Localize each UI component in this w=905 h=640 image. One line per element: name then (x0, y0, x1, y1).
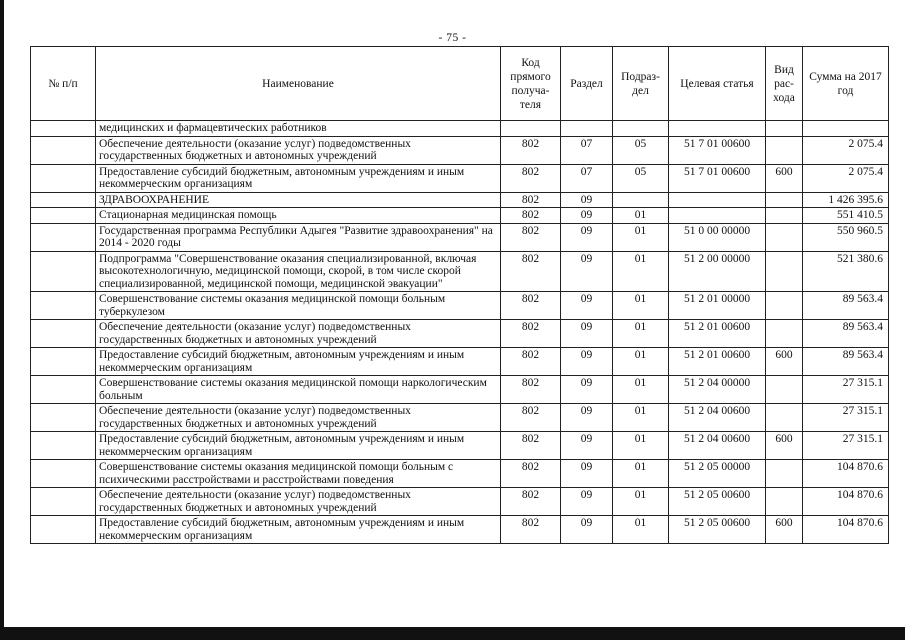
cell-subsection: 01 (613, 404, 669, 432)
cell-amount: 27 315.1 (803, 376, 889, 404)
cell-code: 802 (501, 292, 561, 320)
table-row (31, 404, 889, 432)
cell-exp-type (766, 223, 803, 251)
cell-subsection: 05 (613, 136, 669, 164)
cell-section: 07 (561, 136, 613, 164)
header-amount: Сумма на 2017 год (803, 47, 889, 121)
cell-num (31, 164, 96, 192)
cell-name: Совершенствование системы оказания медицинской помощи наркологическим больным (96, 376, 501, 404)
table-row (31, 192, 889, 208)
cell-target: 51 7 01 00600 (669, 164, 766, 192)
cell-subsection: 01 (613, 208, 669, 224)
page-number: - 75 - (438, 32, 467, 44)
cell-code: 802 (501, 320, 561, 348)
header-num: № п/п (31, 47, 96, 121)
cell-code: 802 (501, 488, 561, 516)
cell-code: 802 (501, 348, 561, 376)
cell-name: Предоставление субсидий бюджетным, автономным учреждениям и иным некоммерческим организациям (96, 348, 501, 376)
cell-exp-type (766, 192, 803, 208)
cell-target: 51 2 05 00000 (669, 460, 766, 488)
cell-section: 09 (561, 516, 613, 544)
cell-code: 802 (501, 376, 561, 404)
cell-section: 09 (561, 223, 613, 251)
cell-name: Предоставление субсидий бюджетным, автономным учреждениям и иным некоммерческим организациям (96, 516, 501, 544)
cell-section: 09 (561, 208, 613, 224)
cell-target: 51 2 04 00600 (669, 432, 766, 460)
cell-num (31, 460, 96, 488)
cell-exp-type (766, 136, 803, 164)
cell-section: 09 (561, 348, 613, 376)
table-row (31, 251, 889, 292)
cell-section: 09 (561, 251, 613, 292)
cell-subsection: 01 (613, 223, 669, 251)
cell-code: 802 (501, 192, 561, 208)
cell-subsection: 01 (613, 320, 669, 348)
cell-subsection: 01 (613, 251, 669, 292)
cell-exp-type: 600 (766, 516, 803, 544)
cell-name: Совершенствование системы оказания медицинской помощи больным туберкулезом (96, 292, 501, 320)
cell-section: 09 (561, 432, 613, 460)
cell-target: 51 0 00 00000 (669, 223, 766, 251)
cell-amount: 27 315.1 (803, 404, 889, 432)
cell-code: 802 (501, 460, 561, 488)
cell-target: 51 2 01 00600 (669, 348, 766, 376)
cell-section: 09 (561, 488, 613, 516)
header-section: Раздел (561, 47, 613, 121)
cell-code: 802 (501, 404, 561, 432)
table-row (31, 488, 889, 516)
header-code: Код прямого получа- теля (501, 47, 561, 121)
table-row (31, 460, 889, 488)
cell-num (31, 251, 96, 292)
cell-amount: 27 315.1 (803, 432, 889, 460)
cell-name: Подпрограмма "Совершенствование оказания специализированной, включая высокотехнологичную, медицинской помощи, скорой, в том числе скорой специализированной, медицинской помощи, медицинской эвакуации" (96, 251, 501, 292)
cell-name: медицинских и фармацевтических работников (96, 121, 501, 137)
cell-amount: 89 563.4 (803, 292, 889, 320)
cell-name: Обеспечение деятельности (оказание услуг) подведомственных государственных бюджетных и автономных учреждений (96, 136, 501, 164)
cell-target: 51 2 01 00000 (669, 292, 766, 320)
cell-exp-type (766, 121, 803, 137)
cell-subsection: 01 (613, 488, 669, 516)
cell-target (669, 192, 766, 208)
cell-num (31, 404, 96, 432)
cell-subsection: 01 (613, 432, 669, 460)
cell-subsection (613, 121, 669, 137)
cell-subsection: 01 (613, 376, 669, 404)
table-row (31, 376, 889, 404)
cell-amount: 521 380.6 (803, 251, 889, 292)
cell-section (561, 121, 613, 137)
cell-exp-type: 600 (766, 164, 803, 192)
table-header-row (31, 47, 889, 121)
cell-section: 09 (561, 404, 613, 432)
cell-exp-type (766, 320, 803, 348)
header-name: Наименование (96, 47, 501, 121)
cell-amount (803, 121, 889, 137)
cell-amount: 104 870.6 (803, 488, 889, 516)
cell-subsection: 01 (613, 516, 669, 544)
table-row (31, 121, 889, 137)
cell-amount: 2 075.4 (803, 164, 889, 192)
cell-name: ЗДРАВООХРАНЕНИЕ (96, 192, 501, 208)
cell-code: 802 (501, 164, 561, 192)
cell-subsection: 01 (613, 292, 669, 320)
cell-section: 09 (561, 192, 613, 208)
cell-name: Стационарная медицинская помощь (96, 208, 501, 224)
cell-section: 09 (561, 460, 613, 488)
cell-target: 51 2 05 00600 (669, 516, 766, 544)
table-row (31, 208, 889, 224)
cell-num (31, 136, 96, 164)
cell-amount: 104 870.6 (803, 516, 889, 544)
cell-amount: 2 075.4 (803, 136, 889, 164)
cell-num (31, 292, 96, 320)
cell-amount: 550 960.5 (803, 223, 889, 251)
cell-num (31, 208, 96, 224)
cell-subsection: 01 (613, 348, 669, 376)
cell-code: 802 (501, 516, 561, 544)
table-row (31, 432, 889, 460)
cell-name: Предоставление субсидий бюджетным, автономным учреждениям и иным некоммерческим организациям (96, 432, 501, 460)
table-row (31, 164, 889, 192)
table-row (31, 320, 889, 348)
cell-num (31, 376, 96, 404)
cell-exp-type (766, 460, 803, 488)
cell-num (31, 121, 96, 137)
scan-left-edge (0, 0, 4, 640)
cell-target: 51 7 01 00600 (669, 136, 766, 164)
cell-exp-type (766, 251, 803, 292)
cell-section: 07 (561, 164, 613, 192)
cell-amount: 89 563.4 (803, 348, 889, 376)
cell-amount: 104 870.6 (803, 460, 889, 488)
cell-code: 802 (501, 208, 561, 224)
cell-section: 09 (561, 376, 613, 404)
cell-code: 802 (501, 432, 561, 460)
table-row (31, 292, 889, 320)
cell-num (31, 320, 96, 348)
cell-target (669, 208, 766, 224)
cell-name: Обеспечение деятельности (оказание услуг) подведомственных государственных бюджетных и автономных учреждений (96, 320, 501, 348)
cell-num (31, 192, 96, 208)
table-row (31, 136, 889, 164)
cell-name: Совершенствование системы оказания медицинской помощи больным с психическими расстройствами и расстройствами поведения (96, 460, 501, 488)
cell-target: 51 2 05 00600 (669, 488, 766, 516)
cell-name: Обеспечение деятельности (оказание услуг) подведомственных государственных бюджетных и автономных учреждений (96, 488, 501, 516)
cell-name: Предоставление субсидий бюджетным, автономным учреждениям и иным некоммерческим организациям (96, 164, 501, 192)
cell-subsection: 05 (613, 164, 669, 192)
header-exp-type: Вид рас- хода (766, 47, 803, 121)
cell-num (31, 432, 96, 460)
cell-target: 51 2 04 00000 (669, 376, 766, 404)
budget-table (30, 46, 889, 544)
cell-exp-type (766, 376, 803, 404)
cell-exp-type (766, 404, 803, 432)
cell-exp-type: 600 (766, 348, 803, 376)
cell-subsection (613, 192, 669, 208)
cell-target: 51 2 01 00600 (669, 320, 766, 348)
cell-num (31, 488, 96, 516)
cell-code: 802 (501, 223, 561, 251)
cell-target (669, 121, 766, 137)
cell-subsection: 01 (613, 460, 669, 488)
cell-num (31, 223, 96, 251)
cell-num (31, 516, 96, 544)
table-row (31, 348, 889, 376)
header-subsection: Подраз- дел (613, 47, 669, 121)
cell-exp-type: 600 (766, 432, 803, 460)
cell-name: Государственная программа Республики Адыгея "Развитие здравоохранения" на 2014 - 2020 годы (96, 223, 501, 251)
cell-code: 802 (501, 251, 561, 292)
header-target: Целевая статья (669, 47, 766, 121)
cell-section: 09 (561, 292, 613, 320)
cell-target: 51 2 04 00600 (669, 404, 766, 432)
cell-target: 51 2 00 00000 (669, 251, 766, 292)
cell-exp-type (766, 292, 803, 320)
cell-name: Обеспечение деятельности (оказание услуг) подведомственных государственных бюджетных и автономных учреждений (96, 404, 501, 432)
cell-code (501, 121, 561, 137)
cell-amount: 89 563.4 (803, 320, 889, 348)
cell-amount: 551 410.5 (803, 208, 889, 224)
table-row (31, 516, 889, 544)
table-row (31, 223, 889, 251)
cell-exp-type (766, 488, 803, 516)
cell-amount: 1 426 395.6 (803, 192, 889, 208)
cell-code: 802 (501, 136, 561, 164)
cell-exp-type (766, 208, 803, 224)
scan-bottom-edge (0, 627, 905, 640)
cell-num (31, 348, 96, 376)
cell-section: 09 (561, 320, 613, 348)
